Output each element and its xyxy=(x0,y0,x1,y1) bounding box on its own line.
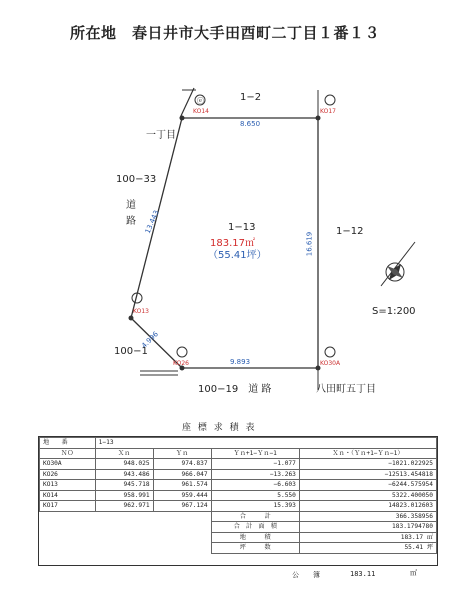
lot-label: 地 番 xyxy=(40,438,96,449)
summary-row xyxy=(40,543,437,554)
cell: 5.550 xyxy=(211,490,299,501)
cell: 961.574 xyxy=(153,480,211,491)
summary-label: 坪 数 xyxy=(211,543,299,554)
point-ko13-marker xyxy=(129,293,143,321)
neighbor-bottom: 100−19 道 路 xyxy=(198,384,272,395)
summary-row xyxy=(40,532,437,543)
cell: 958.991 xyxy=(95,490,153,501)
summary-row xyxy=(40,522,437,533)
cell: KO13 xyxy=(40,480,96,491)
summary-value: 183.1794780 xyxy=(299,522,436,533)
neighbor-bottom-right: 八田町五丁目 xyxy=(316,384,376,395)
neighbor-right: 1−12 xyxy=(336,226,364,237)
cell: 962.971 xyxy=(95,501,153,512)
summary-value: 366.358956 xyxy=(299,511,436,522)
cell: 945.718 xyxy=(95,480,153,491)
cell: −6244.575954 xyxy=(299,480,436,491)
road-label-2: 路 xyxy=(126,216,136,227)
table-row xyxy=(40,469,437,480)
cell: −1.077 xyxy=(211,459,299,470)
table-row xyxy=(40,480,437,491)
point-ko14-label: KO14 xyxy=(193,108,209,115)
koubo-value: 183.11 xyxy=(350,570,376,578)
summary-value: 55.41 坪 xyxy=(299,543,436,554)
header-cell: ＮＯ xyxy=(40,448,96,459)
cell: KO30A xyxy=(40,459,96,470)
neighbor-left-upper: 一丁目 xyxy=(146,130,176,141)
north-arrow xyxy=(381,242,415,286)
scale-label: S=1:200 xyxy=(372,306,416,317)
table-title: 座 標 求 積 表 xyxy=(182,423,257,433)
table-row xyxy=(40,501,437,512)
cell: KO14 xyxy=(40,490,96,501)
cell: −1021.022925 xyxy=(299,459,436,470)
cell: −6.603 xyxy=(211,480,299,491)
cell: 14823.012603 xyxy=(299,501,436,512)
cell: KO26 xyxy=(40,469,96,480)
cell: KO17 xyxy=(40,501,96,512)
summary-label: 合 計 xyxy=(211,511,299,522)
summary-row xyxy=(40,511,437,522)
table-row xyxy=(40,459,437,470)
header-cell: Ｙｎ+1−Ｙｎ−1 xyxy=(211,448,299,459)
distance-left: 13.443 xyxy=(143,209,161,235)
point-ko26-label: KO26 xyxy=(173,360,189,367)
distance-right: 16.619 xyxy=(305,231,314,257)
cell: 974.837 xyxy=(153,459,211,470)
cell: 959.444 xyxy=(153,490,211,501)
cell: −12513.454818 xyxy=(299,469,436,480)
svg-text:ⓔ: ⓔ xyxy=(197,97,204,105)
header-cell: Ｘｎ・（Ｙｎ+1−Ｙｎ−1） xyxy=(299,448,436,459)
cell: 966.047 xyxy=(153,469,211,480)
cell: 5322.400050 xyxy=(299,490,436,501)
road-label-1: 道 xyxy=(126,200,136,211)
cell: −13.263 xyxy=(211,469,299,480)
header-row xyxy=(40,448,437,459)
distance-lower-left: 4.996 xyxy=(140,330,160,350)
cell: 967.124 xyxy=(153,501,211,512)
lot-number: 1−13 xyxy=(228,222,256,233)
neighbor-left-lower: 100−1 xyxy=(114,346,148,357)
cell: 948.025 xyxy=(95,459,153,470)
point-ko30a-label: KO30A xyxy=(320,360,341,367)
summary-value: 183.17 ㎡ xyxy=(299,532,436,543)
page-title: 所在地 春日井市大手田酉町二丁目１番１３ xyxy=(70,24,381,42)
lot-area-tsubo: （55.41坪） xyxy=(208,250,267,261)
table-row xyxy=(40,490,437,501)
cell: 15.393 xyxy=(211,501,299,512)
neighbor-top: 1−2 xyxy=(240,92,262,103)
distance-top: 8.650 xyxy=(240,120,261,128)
header-cell: Ｙｎ xyxy=(153,448,211,459)
lot-value: 1−13 xyxy=(95,438,436,449)
cell: 943.486 xyxy=(95,469,153,480)
koubo-unit: ㎡ xyxy=(410,569,417,577)
distance-bottom: 9.893 xyxy=(230,358,251,366)
point-ko13-label: KO13 xyxy=(133,308,149,315)
summary-label: 合 計 面 積 xyxy=(211,522,299,533)
left-road-edge xyxy=(180,88,194,118)
neighbor-left: 100−33 xyxy=(116,174,157,185)
header-cell: Ｘｎ xyxy=(95,448,153,459)
point-ko17-label: KO17 xyxy=(320,108,336,115)
lot-row xyxy=(40,438,437,449)
summary-label: 地 積 xyxy=(211,532,299,543)
lot-area: 183.17㎡ xyxy=(210,238,255,249)
koubo-label: 公 簿 xyxy=(292,571,320,579)
coordinate-table xyxy=(38,436,438,566)
